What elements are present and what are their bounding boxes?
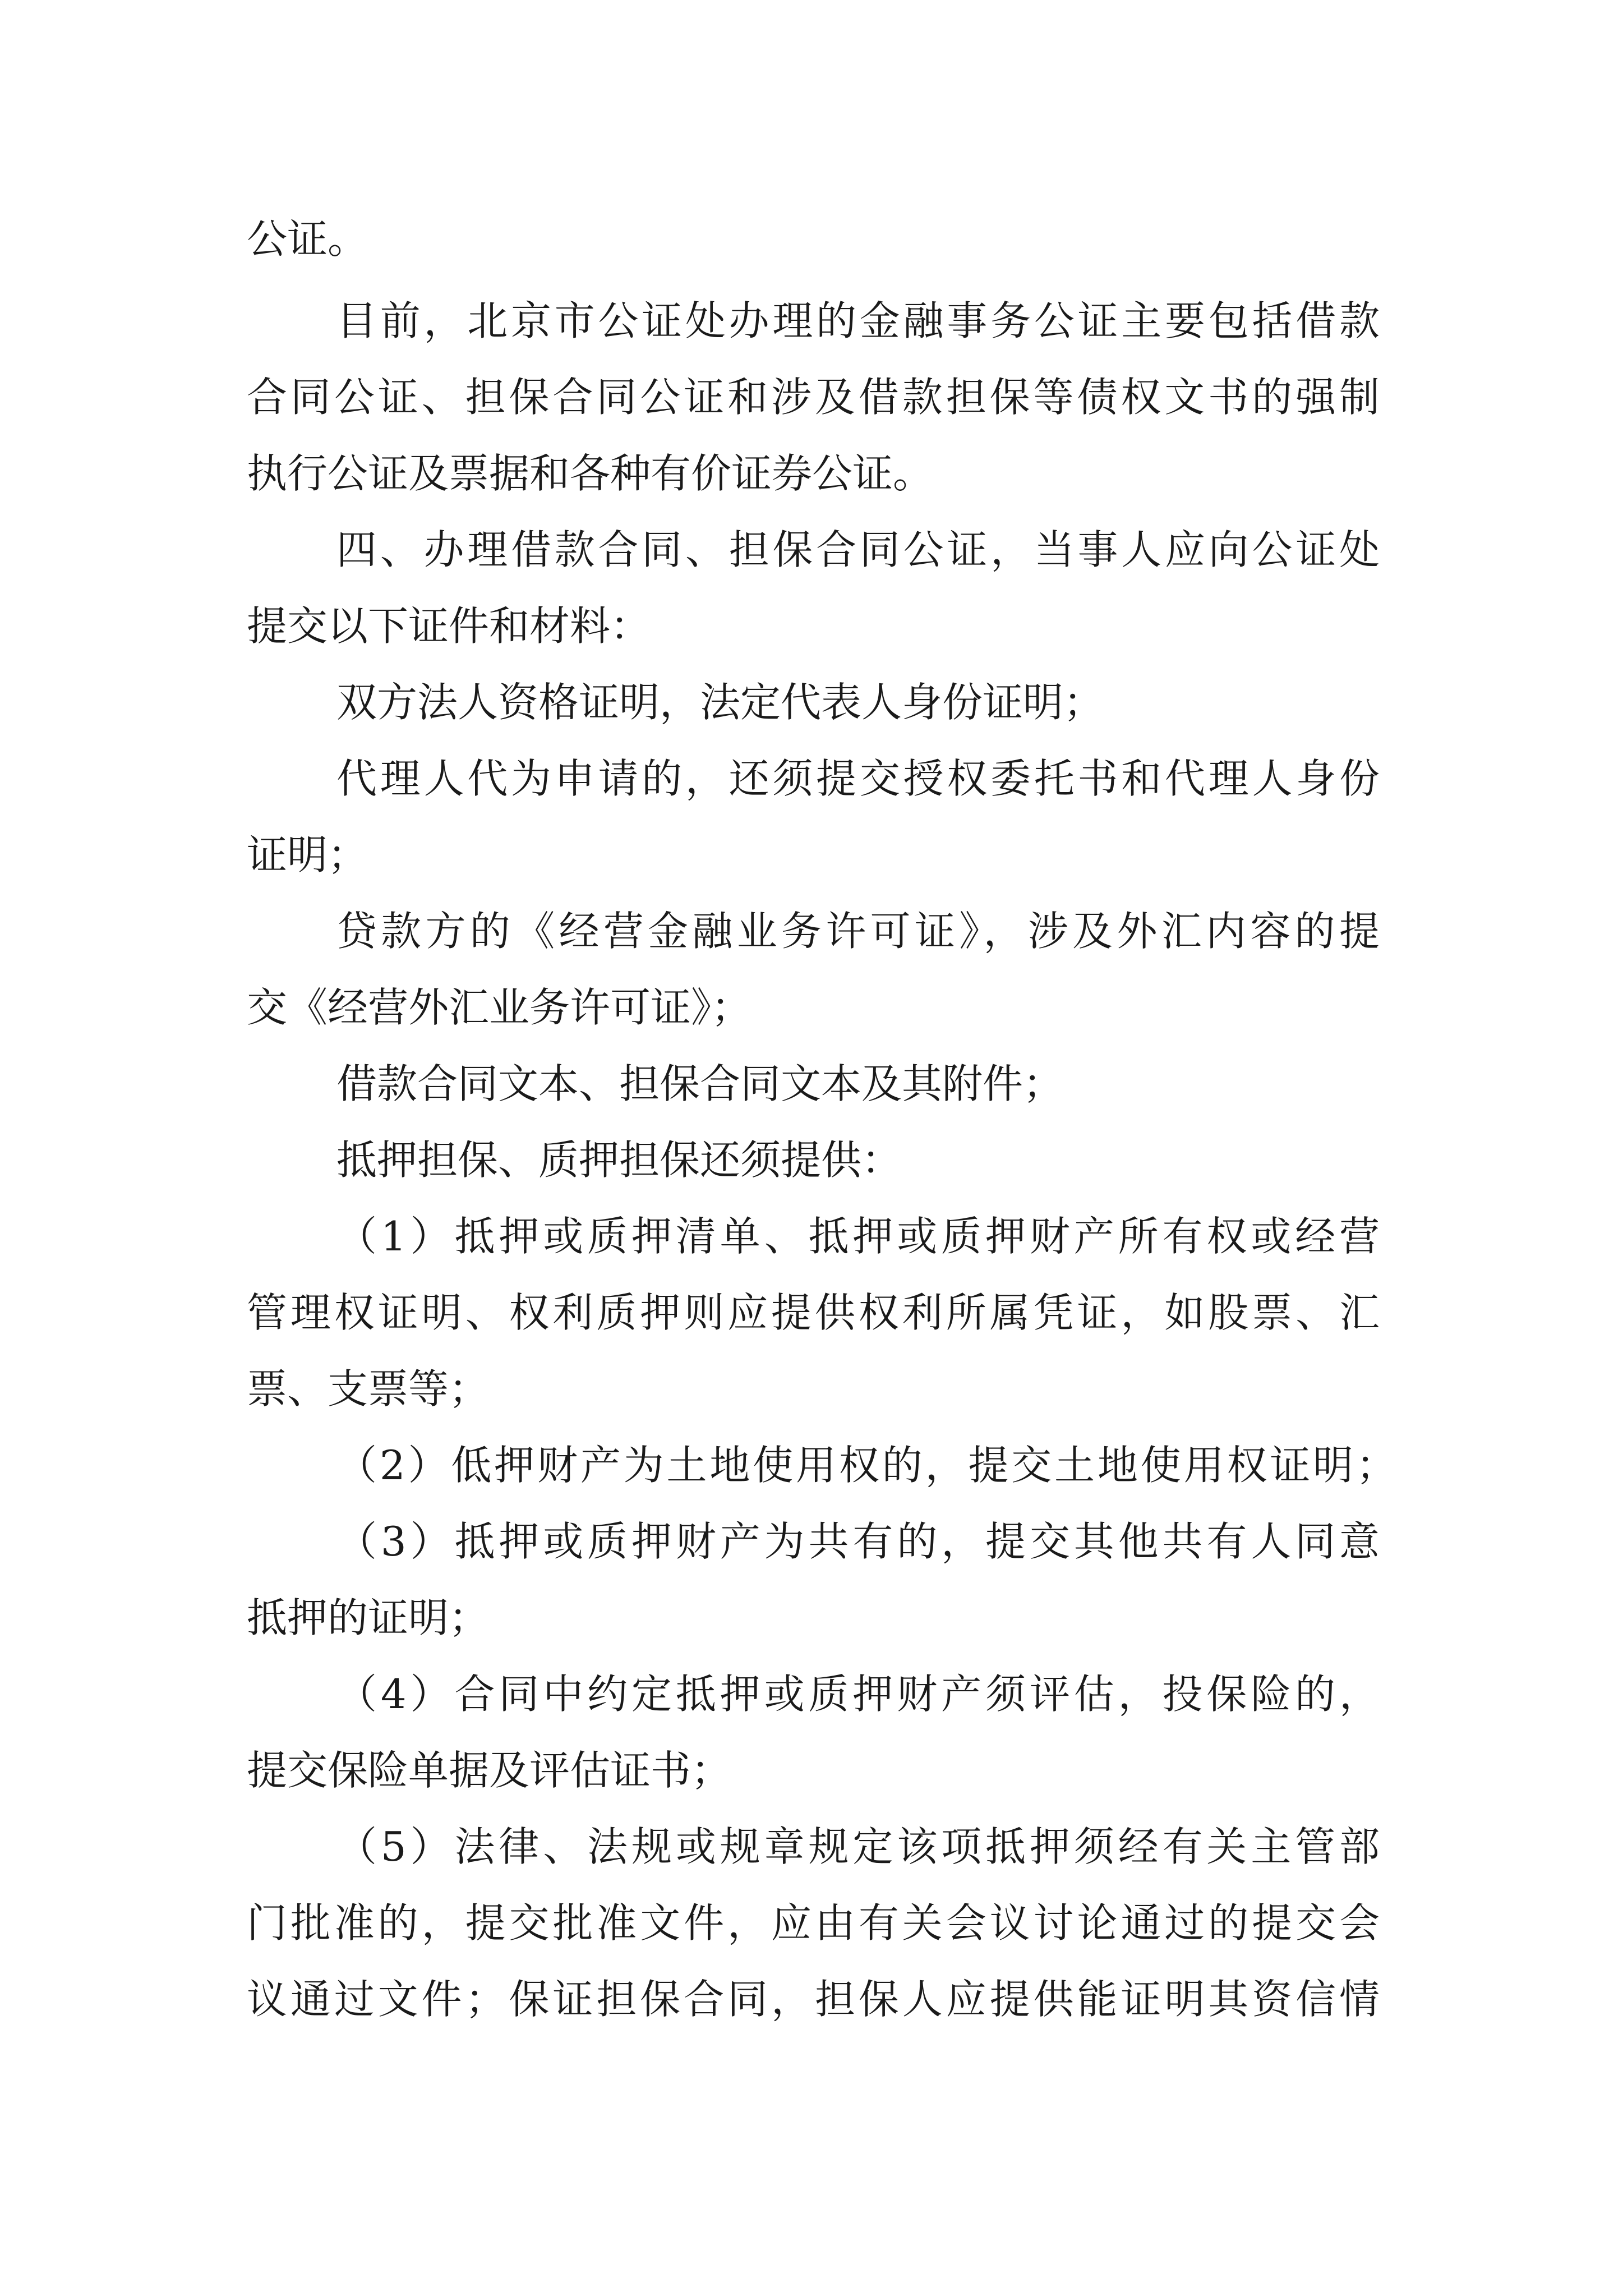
- text-line: 证明；: [247, 831, 368, 878]
- list-item-first-line: （1）抵押或质押清单、抵押或质押财产所有权或经营: [336, 1213, 1380, 1260]
- paragraph-first-line: 代理人代为申请的，还须提交授权委托书和代理人身份: [336, 755, 1380, 802]
- text-line: 交《经营外汇业务许可证》；: [247, 984, 752, 1031]
- list-item-first-line: （4）合同中约定抵押或质押财产须评估，投保险的，: [336, 1671, 1380, 1718]
- paragraph-first-line: 借款合同文本、担保合同文本及其附件；: [336, 1060, 1064, 1107]
- text-line: 提交保险单据及评估证书；: [247, 1747, 732, 1794]
- text-line: 抵押的证明；: [247, 1594, 490, 1641]
- text-line: 执行公证及票据和各种有价证券公证。: [247, 450, 934, 497]
- text-line: 提交以下证件和材料：: [247, 602, 651, 650]
- text-line: 议通过文件；保证担保合同，担保人应提供能证明其资信情: [247, 1976, 1380, 2023]
- paragraph-first-line: 抵押担保、质押担保还须提供：: [336, 1137, 902, 1184]
- paragraph-first-line: 四、办理借款合同、担保合同公证，当事人应向公证处: [336, 526, 1380, 573]
- list-item-first-line: （2）低押财产为土地使用权的，提交土地使用权证明；: [336, 1442, 1396, 1489]
- text-line: 公证。: [247, 215, 368, 263]
- text-line: 门批准的，提交批准文件，应由有关会议讨论通过的提交会: [247, 1899, 1380, 1947]
- text-line: 合同公证、担保合同公证和涉及借款担保等债权文书的强制: [247, 374, 1380, 421]
- text-line: 管理权证明、权利质押则应提供权利所属凭证，如股票、汇: [247, 1289, 1380, 1336]
- paragraph-first-line: 目前，北京市公证处办理的金融事务公证主要包括借款: [336, 297, 1380, 344]
- text-line: 票、支票等；: [247, 1365, 490, 1412]
- paragraph-first-line: 双方法人资格证明，法定代表人身份证明；: [336, 679, 1104, 726]
- paragraph-first-line: 贷款方的《经营金融业务许可证》，涉及外汇内容的提: [336, 908, 1380, 955]
- list-item-first-line: （3）抵押或质押财产为共有的，提交其他共有人同意: [336, 1518, 1380, 1565]
- list-item-first-line: （5）法律、法规或规章规定该项抵押须经有关主管部: [336, 1823, 1380, 1870]
